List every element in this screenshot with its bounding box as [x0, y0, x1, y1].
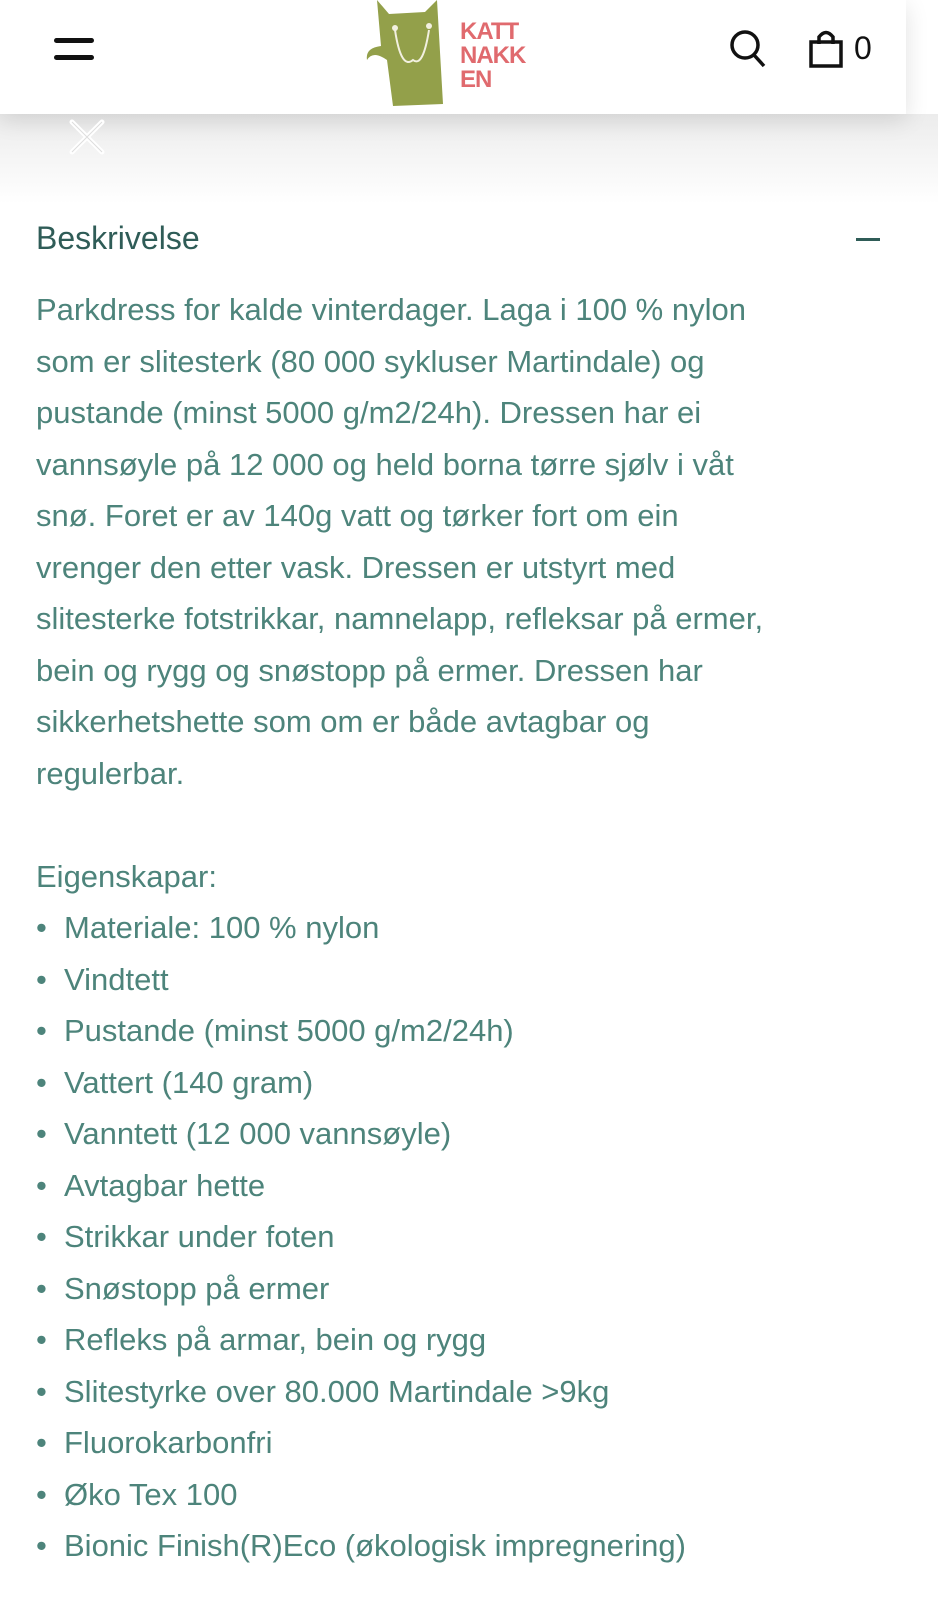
- logo[interactable]: [365, 0, 535, 108]
- description-line: regulerbar.: [36, 755, 185, 791]
- description-line: slitesterke fotstrikkar, namnelapp, refleksar på ermer,: [36, 601, 764, 636]
- bullet: •: [36, 1476, 47, 1512]
- description-line: pustande (minst 5000 g/m2/24h). Dressen har ei: [36, 395, 702, 430]
- feature-text: Vanntett (12 000 vannsøyle): [64, 1116, 452, 1151]
- feature-text: Vattert (140 gram): [64, 1064, 314, 1100]
- description: [36, 284, 918, 1572]
- collapse-minus-icon[interactable]: [856, 238, 880, 241]
- bullet: •: [36, 1528, 47, 1563]
- close-icon[interactable]: [66, 116, 108, 158]
- feature-item: [36, 1263, 918, 1315]
- bullet: •: [36, 1270, 47, 1306]
- bullet: •: [36, 961, 47, 997]
- feature-item: [36, 1108, 918, 1160]
- feature-item: [36, 1314, 918, 1366]
- logo-line: NAKK: [460, 42, 526, 69]
- bullet: •: [36, 910, 47, 945]
- feature-text: Refleks på armar, bein og rygg: [64, 1322, 487, 1357]
- feature-text: Snøstopp på ermer: [64, 1270, 330, 1306]
- feature-item: [36, 1211, 918, 1263]
- cat-logo-icon: [365, 0, 460, 108]
- feature-item: [36, 1469, 918, 1521]
- feature-text: Avtagbar hette: [64, 1167, 266, 1203]
- site-header: [0, 0, 906, 114]
- feature-item: [36, 1520, 918, 1572]
- description-line: bein og rygg og snøstopp på ermer. Dressen har: [36, 652, 703, 688]
- feature-text: Pustande (minst 5000 g/m2/24h): [64, 1013, 514, 1048]
- feature-item: [36, 902, 918, 954]
- logo-text: [460, 20, 525, 92]
- hamburger-menu-icon[interactable]: [54, 38, 94, 62]
- bullet: •: [36, 1167, 47, 1203]
- bullet: •: [36, 1116, 47, 1151]
- feature-item: [36, 1160, 918, 1212]
- description-line: vannsøyle på 12 000 og held borna tørre sjølv i våt: [36, 446, 734, 482]
- overlay-backdrop: [0, 114, 938, 204]
- feature-item: [36, 1366, 918, 1418]
- description-line: sikkerhetshette som om er både avtagbar og: [36, 704, 650, 739]
- bullet: •: [36, 1322, 47, 1357]
- bullet: •: [36, 1064, 47, 1100]
- description-line: Parkdress for kalde vinterdager. Laga i 100 % nylon: [36, 292, 746, 327]
- search-icon[interactable]: [728, 28, 768, 68]
- logo-line: KATT: [460, 18, 519, 45]
- feature-text: Slitestyrke over 80.000 Martindale >9kg: [64, 1373, 610, 1409]
- feature-text: Øko Tex 100: [64, 1476, 238, 1512]
- bullet: •: [36, 1013, 47, 1048]
- bullet: •: [36, 1425, 47, 1460]
- feature-item: [36, 954, 918, 1006]
- description-line: vrenger den etter vask. Dressen er utstyrt med: [36, 549, 676, 585]
- description-line: som er slitesterk (80 000 sykluser Martindale) og: [36, 343, 705, 379]
- feature-item: [36, 1057, 918, 1109]
- bullet: •: [36, 1219, 47, 1254]
- bullet: •: [36, 1373, 47, 1409]
- feature-item: [36, 1417, 918, 1469]
- description-line: snø. Foret er av 140g vatt og tørker fort om ein: [36, 498, 679, 533]
- feature-text: Materiale: 100 % nylon: [64, 910, 380, 945]
- cart-count: 0: [854, 30, 872, 66]
- feature-item: [36, 1005, 918, 1057]
- logo-line: EN: [460, 66, 492, 93]
- section-title[interactable]: Beskrivelse: [36, 220, 200, 256]
- feature-text: Fluorokarbonfri: [64, 1425, 273, 1460]
- cart-bag-icon[interactable]: [808, 28, 844, 68]
- feature-text: Strikkar under foten: [64, 1219, 335, 1254]
- features-title: Eigenskapar:: [36, 858, 217, 894]
- feature-text: Bionic Finish(R)Eco (økologisk impregnering): [64, 1528, 686, 1563]
- feature-text: Vindtett: [64, 961, 169, 997]
